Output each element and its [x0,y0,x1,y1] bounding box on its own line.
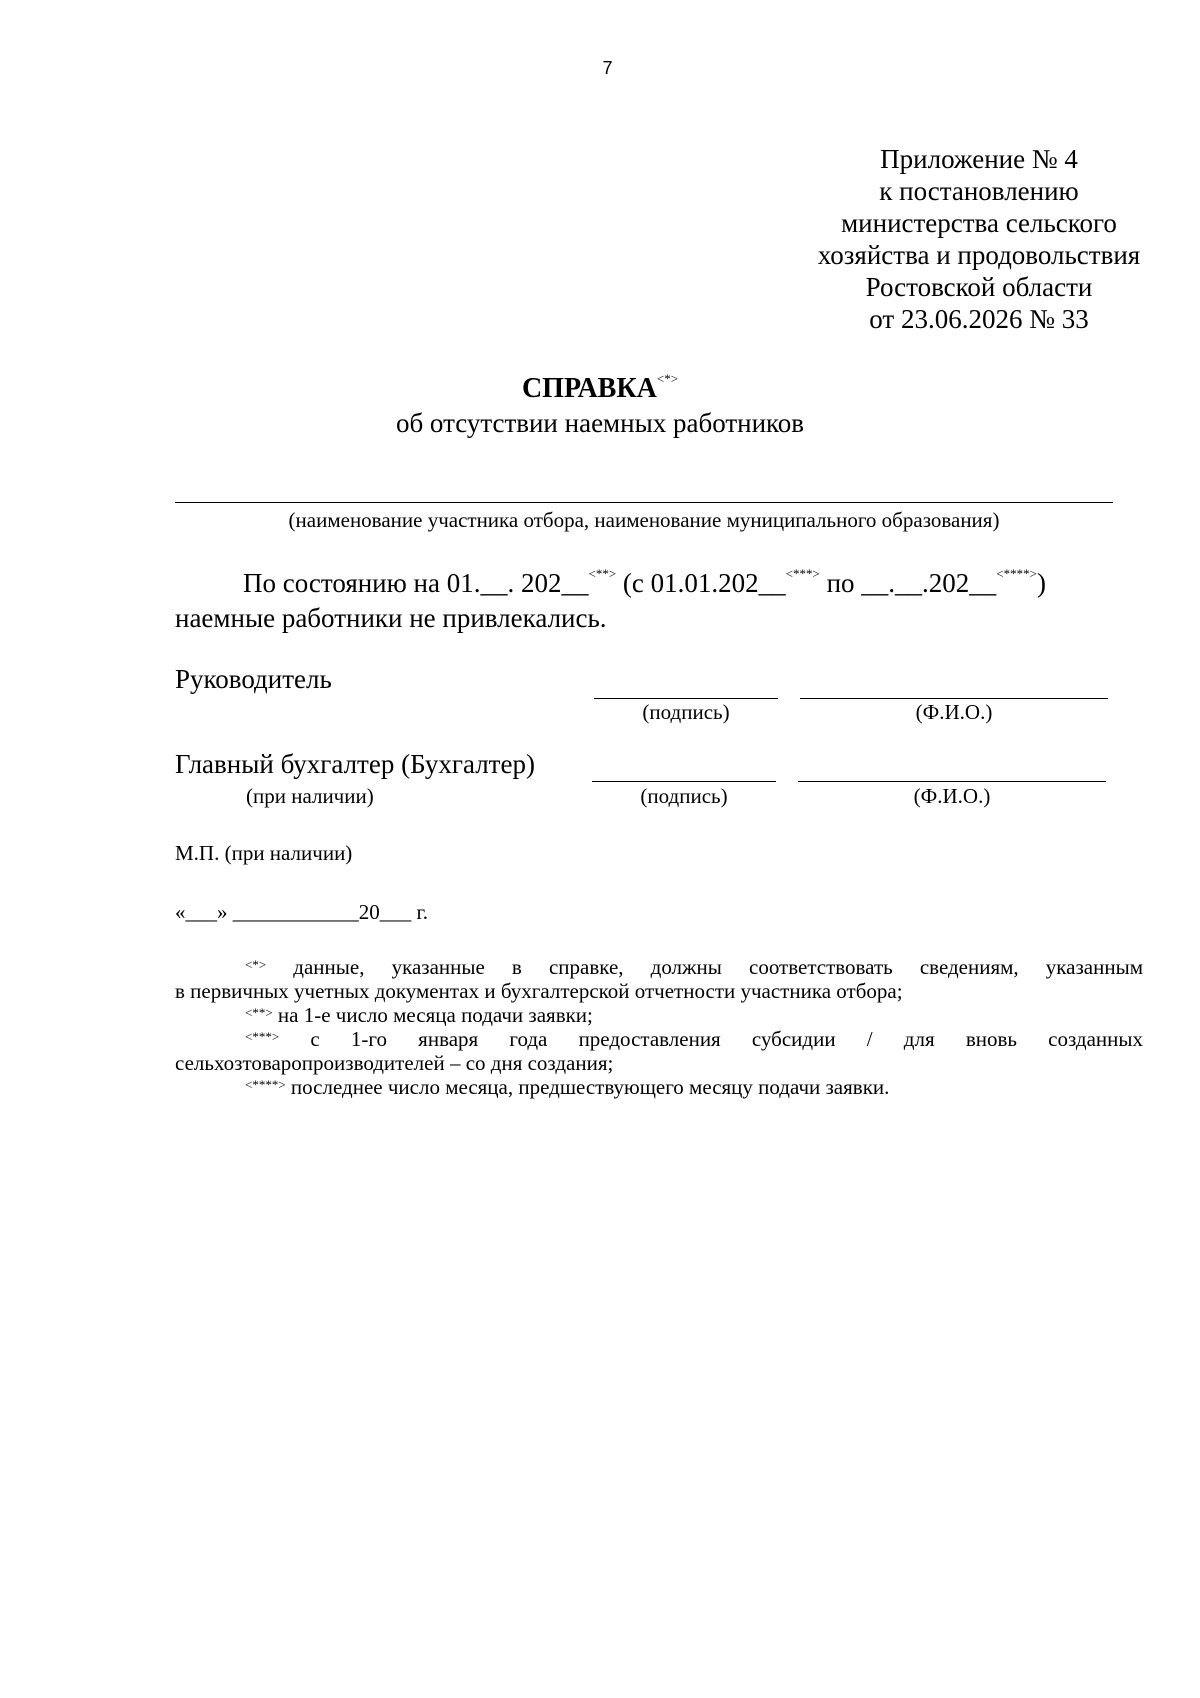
footnote-1 [175,955,1143,979]
document-title [0,373,1200,405]
date-line: «___» ____________20___ г. [175,900,428,924]
appendix-line: Приложение № 4 [880,144,1078,174]
accountant-signature-line [592,781,776,782]
statement-text: ) [1036,568,1046,598]
footnote-mark: <*> [245,957,267,972]
appendix-line: от 23.06.2026 № 33 [869,304,1089,334]
head-name-line [800,698,1108,699]
statement-line-1 [243,568,1046,599]
footnote-text: на 1-е число месяца подачи заявки; [277,1003,593,1027]
accountant-name-line [798,781,1106,782]
footnotes [175,955,1143,1099]
footnote-3-cont: сельхозтоваропроизводителей – со дня создания; [175,1051,614,1075]
footnote-text: последнее число месяца, предшествующего месяцу подачи заявки. [290,1075,890,1099]
footnote-text: с 1-го января года предоставления субсидии / для вновь созданных [310,1027,1144,1051]
appendix-line: хозяйства и продовольствия [817,240,1141,270]
statement-text: по __.__.202__ [819,568,997,598]
head-label: Руководитель [175,664,332,694]
appendix-line: министерства сельского [841,208,1117,238]
footnote-2 [175,1003,1143,1027]
page-number: 7 [602,58,613,78]
participant-field-line [175,502,1113,503]
appendix-block [780,143,1178,335]
head-name-caption: (Ф.И.О.) [915,700,993,724]
head-signature-line [594,698,778,699]
footnote-mark: <**> [245,1005,273,1020]
footnote-mark: <****> [245,1077,286,1092]
statement-text: (с 01.01.202__ [616,568,786,598]
stamp-label: М.П. (при наличии) [175,841,353,865]
head-signature-caption: (подпись) [642,700,730,724]
footnote-mark: <****> [996,566,1037,581]
footnote-3 [175,1027,1143,1051]
statement-text: По состоянию на 01.__. 202__ [243,568,589,598]
appendix-line: к постановлению [879,176,1079,206]
document-title-text: СПРАВКА [521,373,657,404]
footnote-mark: <***> [785,566,820,581]
appendix-line: Ростовской области [865,272,1093,302]
footnote-mark: <**> [588,566,617,581]
footnote-4 [175,1075,1143,1099]
accountant-note: (при наличии) [246,784,374,808]
accountant-name-caption: (Ф.И.О.) [913,784,991,808]
footnote-text: данные, указанные в справке, должны соответствовать сведениям, указанным [293,955,1143,979]
statement-line-2: наемные работники не привлекались. [175,603,607,633]
footnote-mark: <*> [656,371,679,386]
participant-caption: (наименование участника отбора, наименование муниципального образования) [288,508,1000,532]
footnote-mark: <***> [245,1029,280,1044]
footnote-1-cont: в первичных учетных документах и бухгалтерской отчетности участника отбора; [175,979,903,1003]
accountant-signature-caption: (подпись) [640,784,728,808]
document-subtitle: об отсутствии наемных работников [395,408,805,438]
accountant-label: Главный бухгалтер (Бухгалтер) [175,749,535,779]
